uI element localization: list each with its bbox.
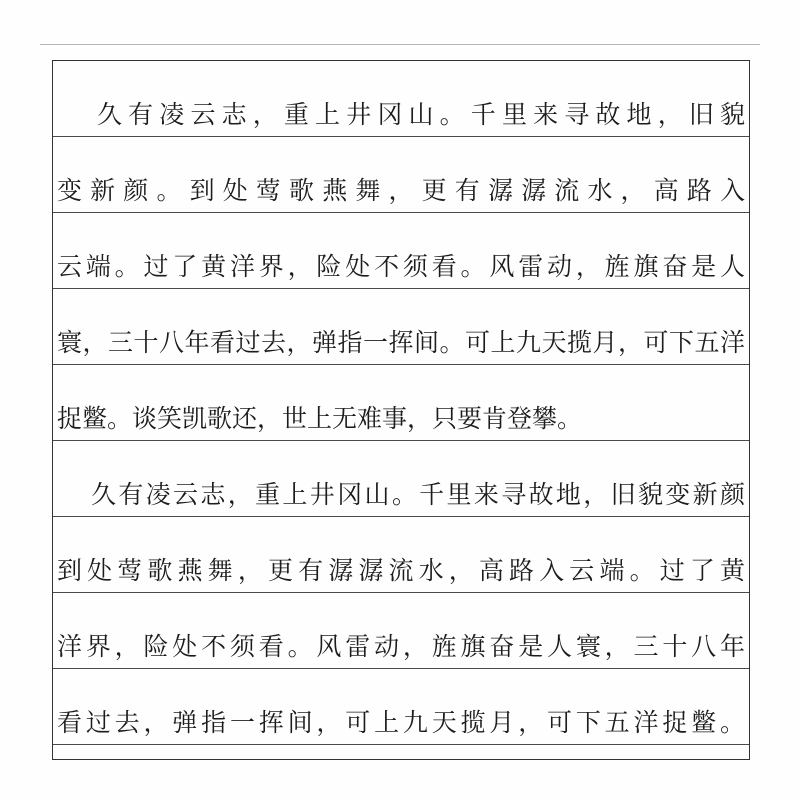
top-rule [40, 44, 760, 45]
ruled-line-row [53, 213, 749, 289]
handwritten-line: 变新颜。到处莺歌燕舞，更有潺潺流水，高路入 [57, 176, 745, 205]
ruled-line-row [53, 61, 749, 137]
ruled-line-row [53, 593, 749, 669]
ruled-line-row [53, 517, 749, 593]
handwritten-line: 云端。过了黄洋界，险处不须看。风雷动，旌旗奋是人 [57, 252, 745, 281]
handwritten-line: 久有凌云志，重上井冈山。千里来寻故地，旧貌 [97, 100, 745, 129]
handwritten-line: 看过去，弹指一挥间，可上九天揽月，可下五洋捉鳖。 [57, 708, 745, 737]
handwritten-line: 到处莺歌燕舞，更有潺潺流水，高路入云端。过了黄 [57, 556, 745, 585]
ruled-writing-box [52, 60, 750, 760]
ruled-line-row [53, 441, 749, 517]
ruled-line-row [53, 137, 749, 213]
ruled-line-row [53, 365, 749, 441]
ruled-line-row [53, 289, 749, 365]
ruled-line-row [53, 669, 749, 745]
handwritten-line: 久有凌云志，重上井冈山。千里来寻故地，旧貌变新颜 [91, 480, 745, 509]
handwritten-line: 捉鳖。谈笑凯歌还，世上无难事，只要肯登攀。 [57, 404, 583, 433]
handwritten-line: 洋界，险处不须看。风雷动，旌旗奋是人寰，三十八年 [57, 632, 745, 661]
handwritten-line: 寰，三十八年看过去，弹指一挥间。可上九天揽月，可下五洋 [57, 328, 745, 357]
